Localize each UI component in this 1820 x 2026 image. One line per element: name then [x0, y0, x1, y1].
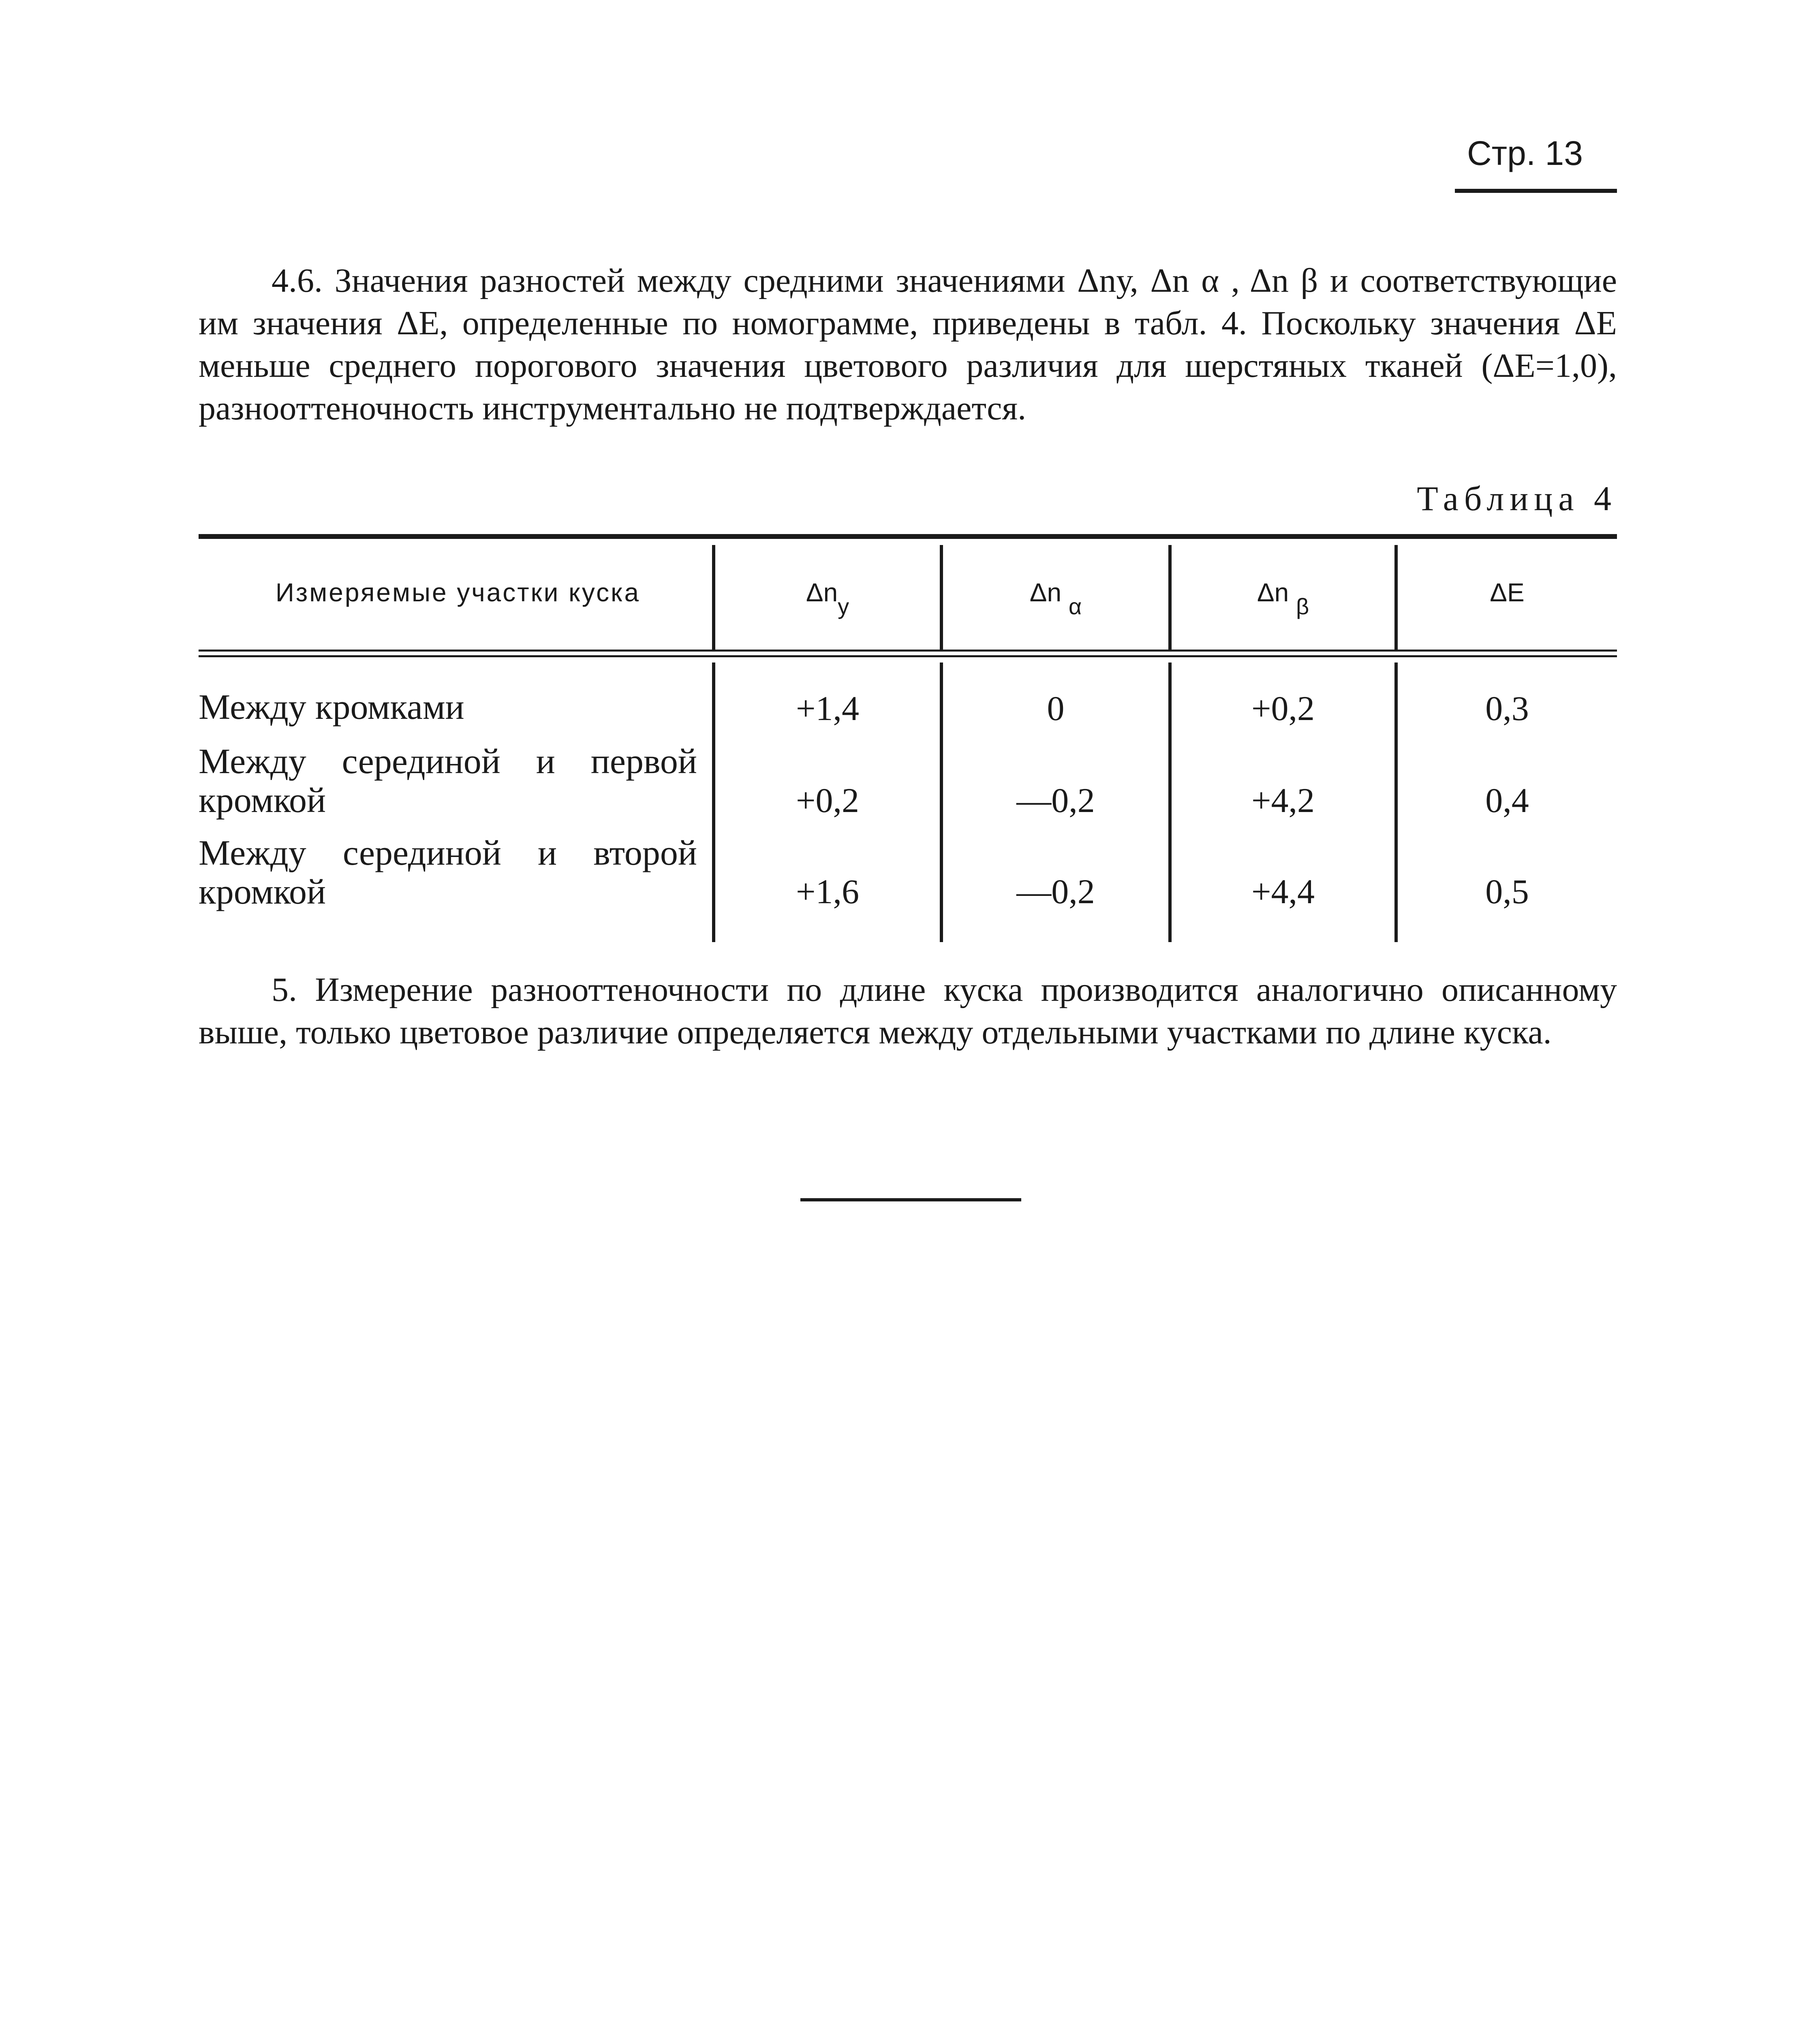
paragraph-5: 5. Измерение разнооттеночности по длине куска производится аналогично описанному выше, только цветовое различие определяется между отдельными участками по длине куска.: [199, 971, 1617, 1051]
table-cell-dny: +1,4: [796, 689, 859, 728]
table-cell-dna: —0,2: [1016, 781, 1095, 820]
table-header-rule-double: [199, 655, 1617, 657]
table-cell-dny: +1,6: [796, 872, 859, 911]
section-separator: [800, 1198, 1021, 1201]
table-col-divider: [1394, 545, 1398, 651]
page-number: Стр. 13: [1467, 134, 1583, 172]
header-subscript: у: [838, 594, 849, 619]
table-header-segments: Измеряемые участки куска: [275, 578, 641, 607]
table-cell-dnb: +0,2: [1251, 689, 1315, 728]
table-cell-de: 0,3: [1485, 689, 1529, 728]
header-subscript: β: [1296, 594, 1309, 619]
table-row-label: Между серединой и первой кромкой: [199, 742, 697, 820]
table-header-rule: [199, 650, 1617, 652]
table-row-label: Между серединой и второй кромкой: [199, 833, 697, 912]
table-header-dna: [943, 577, 1168, 619]
table-cell-dnb: +4,2: [1251, 781, 1315, 820]
table-col-divider: [712, 545, 715, 651]
table-col-divider: [940, 663, 943, 942]
table-header-de: ΔE: [1490, 578, 1525, 607]
table-cell-dnb: +4,4: [1251, 872, 1315, 911]
header-symbol: Δn: [1257, 578, 1289, 607]
table-cell-dny: +0,2: [796, 781, 859, 820]
table-cell-dna: 0: [1047, 689, 1065, 728]
table-caption: Таблица 4: [1417, 479, 1617, 518]
table-cell-de: 0,4: [1485, 781, 1529, 820]
table-header-dnb: [1172, 577, 1394, 619]
table-col-divider: [712, 663, 715, 942]
table-row-label: Между кромками: [199, 688, 464, 727]
table-col-divider: [940, 545, 943, 651]
table-col-divider: [1394, 663, 1398, 942]
table-col-divider: [1168, 663, 1172, 942]
table-top-rule: [199, 534, 1617, 539]
header-subscript: α: [1068, 594, 1082, 619]
table-col-divider: [1168, 545, 1172, 651]
table-header-dny: [715, 577, 940, 619]
header-symbol: Δn: [1029, 578, 1062, 607]
table-cell-de: 0,5: [1485, 872, 1529, 911]
header-symbol: Δn: [806, 578, 838, 607]
table-cell-dna: —0,2: [1016, 872, 1095, 911]
paragraph-4-6: 4.6. Значения разностей между средними значениями Δnу, Δn α , Δn β и соответствующие им значения ΔE, определенные по номограмме, приведены в табл. 4. Поскольку значения ΔE меньше среднего порогового значения цветового различия для шерстяных тканей (ΔE=1,0), разнооттеночность инструментально не подтверждается.: [199, 262, 1617, 427]
header-rule: [1455, 189, 1617, 193]
